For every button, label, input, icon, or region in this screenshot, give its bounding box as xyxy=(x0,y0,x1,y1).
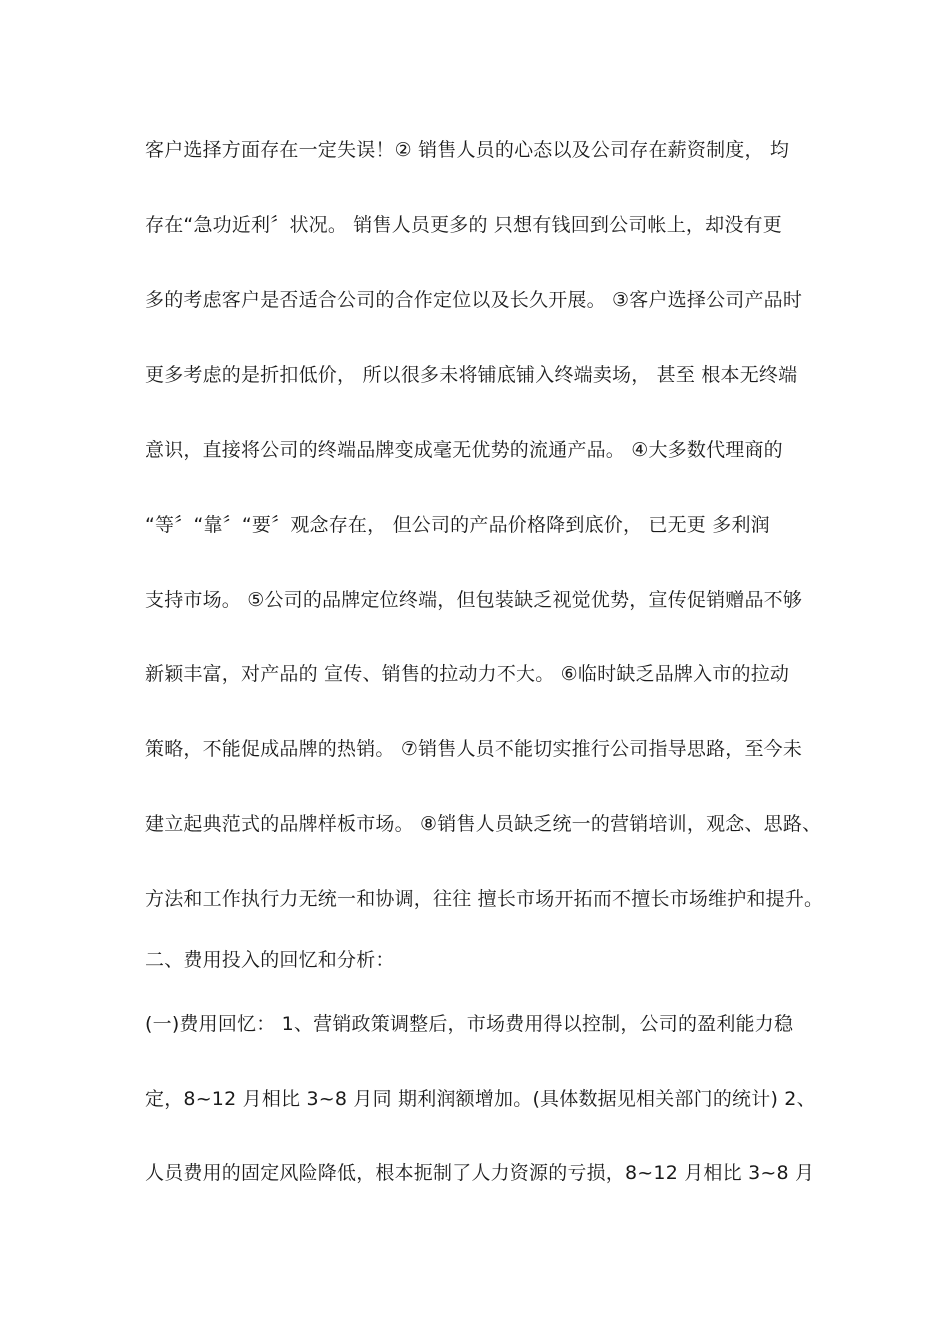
body-text-line: 方法和工作执行力无统一和协调，往往 擅长市场开拓而不擅长市场维护和提升。 xyxy=(145,888,824,910)
body-text-line: 人员费用的固定风险降低，根本扼制了人力资源的亏损，8~12 月相比 3~8 月 xyxy=(145,1162,815,1184)
body-text-line: 存在“急功近利〞状况。 销售人员更多的 只想有钱回到公司帐上，却没有更 xyxy=(145,214,782,236)
body-text-line: (一)费用回忆： 1、营销政策调整后，市场费用得以控制，公司的盈利能力稳 xyxy=(145,1013,794,1035)
body-text-line: 定，8~12 月相比 3~8 月同 期利润额增加。(具体数据见相关部门的统计) 2、 xyxy=(145,1088,816,1110)
body-text-line: 更多考虑的是折扣低价， 所以很多未将铺底铺入终端卖场， 甚至 根本无终端 xyxy=(145,364,798,386)
body-text-line: 意识，直接将公司的终端品牌变成毫无优势的流通产品。 ④大多数代理商的 xyxy=(145,439,783,461)
body-text-line: 客户选择方面存在一定失误！② 销售人员的心态以及公司存在薪资制度， 均 xyxy=(145,139,790,161)
body-text-line: 新颖丰富，对产品的 宣传、销售的拉动力不大。 ⑥临时缺乏品牌入市的拉动 xyxy=(145,663,790,685)
body-text-line: “等〞“靠〞“要〞观念存在， 但公司的产品价格降到底价， 已无更 多利润 xyxy=(145,514,770,536)
body-text-line: 建立起典范式的品牌样板市场。 ⑧销售人员缺乏统一的营销培训，观念、思路、 xyxy=(145,813,822,835)
section-heading: 二、费用投入的回忆和分析： xyxy=(145,949,395,971)
body-text-line: 多的考虑客户是否适合公司的合作定位以及长久开展。 ③客户选择公司产品时 xyxy=(145,289,803,311)
body-text-line: 支持市场。 ⑤公司的品牌定位终端，但包装缺乏视觉优势，宣传促销赠品不够 xyxy=(145,589,803,611)
body-text-line: 策略，不能促成品牌的热销。 ⑦销售人员不能切实推行公司指导思路，至今未 xyxy=(145,738,803,760)
